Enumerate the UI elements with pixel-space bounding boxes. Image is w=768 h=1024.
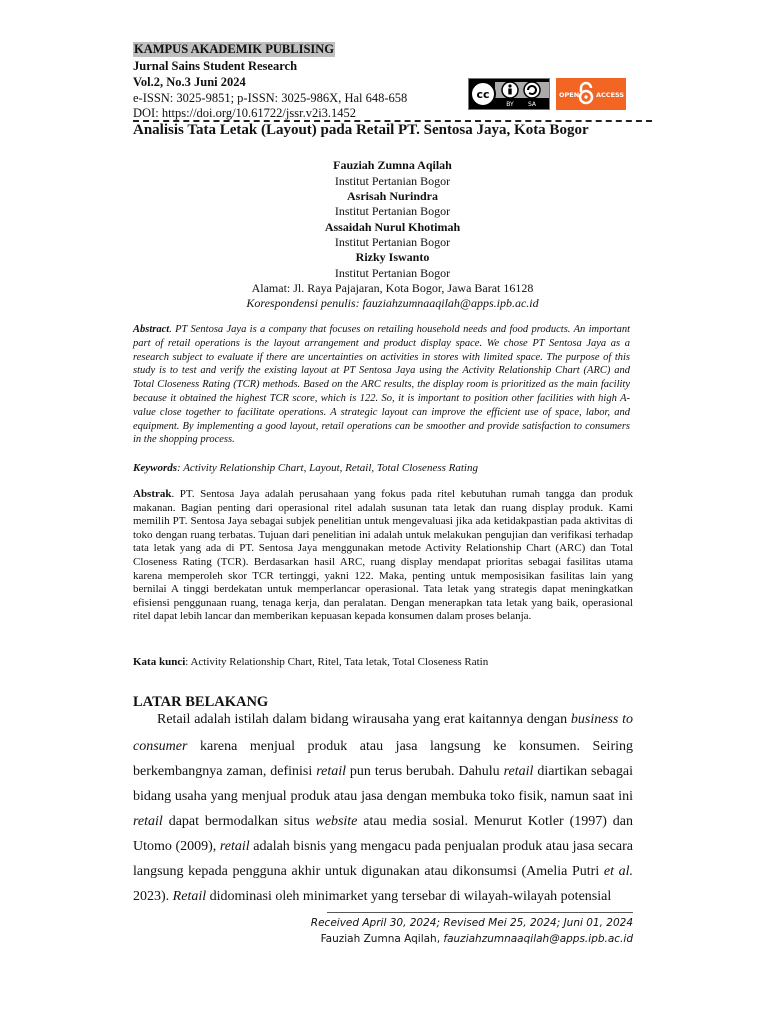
keywords-text: : Activity Relationship Chart, Layout, Retail, Total Closeness Rating	[177, 462, 478, 474]
abstract-indonesian	[133, 488, 633, 624]
paragraph-line: langsung kepada pengguna akhir untuk digunakan atau dikonsumsi (Amelia Putri et al.	[133, 864, 633, 879]
abstract-text: . PT Sentosa Jaya is a company that focuses on retailing household needs and food products. An important part of retail operations is the layout arrangement and product display space. We chose PT Sentosa Jaya as a research subject to evaluate if there are uncertainties on activities in stores with limited space. The purpose of this study is to test and verify the existing layout at PT Sentosa Jaya using the Activity Relationship Chart (ARC) and Total Closeness Rating (TCR) methods. Based on the ARC results, the display room is prioritized as the main facility because it obtained the highest TCR score, which is 122. So, it is important to position other facilities with high A-value close together to facilitate operations. A strategic layout can improve the efficient use of space, labor, and equipment. By implementing a good layout, retail operations can be smoother and provide satisfaction to consumers in the shopping process.	[133, 324, 630, 446]
abstract-label: Abstract	[133, 324, 170, 335]
paper-title: Analisis Tata Letak (Layout) pada Retail PT. Sentosa Jaya, Kota Bogor	[133, 122, 589, 138]
paragraph-line: berkembangnya zaman, definisi retail pun terus berubah. Dahulu retail diartikan sebagai	[133, 764, 633, 779]
received-dates: Received April 30, 2024; Revised Mei 25, 2024; Juni 01, 2024	[310, 917, 633, 929]
italic-term: retail	[133, 814, 163, 829]
kata-kunci	[133, 656, 488, 668]
italic-term: consumer	[133, 739, 188, 754]
paragraph-line: bidang usaha yang menjual produk atau jasa dengan membuka toko fisik, namun saat ini	[133, 789, 633, 804]
italic-term: et al.	[603, 864, 633, 879]
svg-text:OPEN: OPEN	[559, 91, 580, 99]
cc-by-sa-badge[interactable]	[468, 78, 550, 110]
abstract-english	[133, 323, 630, 447]
italic-term: website	[315, 814, 358, 829]
kata-kunci-label: Kata kunci	[133, 656, 186, 668]
paragraph-line: Utomo (2009), retail adalah bisnis yang mengacu pada penjualan produk atau jasa secara	[133, 839, 633, 854]
keywords-label: Keywords	[133, 462, 177, 474]
footer-author-email[interactable]: fauziahzumnaaqilah@apps.ipb.ac.id	[443, 933, 633, 945]
footer-divider	[327, 912, 633, 913]
author-affiliation: Institut Pertanian Bogor	[334, 174, 451, 188]
italic-term: retail	[219, 839, 250, 854]
paragraph-line: Retail adalah istilah dalam bidang wirausaha yang erat kaitannya dengan business to	[157, 712, 633, 727]
author-name: Fauziah Zumna Aqilah	[333, 158, 452, 172]
open-access-badge[interactable]	[556, 78, 626, 110]
creative-commons-icon	[469, 79, 549, 109]
doi-link[interactable]: DOI: https://doi.org/10.61722/jssr.v2i3.1452	[133, 106, 357, 120]
paragraph-line: consumer karena menjual produk atau jasa langsung ke konsumen. Seiring	[133, 739, 633, 754]
svg-text:ACCESS: ACCESS	[596, 91, 625, 99]
footer-author-name: Fauziah Zumna Aqilah,	[320, 933, 444, 945]
abstrak-text: . PT. Sentosa Jaya adalah perusahaan yang fokus pada ritel kebutuhan rumah tangga dan produk makanan. Bagian penting dari operasional ritel adalah susunan tata letak dan ruang display produk. Kami memilih PT. Sentosa Jaya sebagai subjek penelitian untuk mengevaluasi jika ada ketidakpastian pada aktivitas di toko dengan ruang terbatas. Tujuan dari penelitian ini adalah untuk melakukan pengujian dan verifikasi terhadap tata letak yang ada di PT. Sentosa Jaya menggunakan metode Activity Relationship Chart (ARC) dan Total Closeness Rating (TCR). Berdasarkan hasil ARC, ruang display mendapat prioritas sebagai fasilitas utama karena memperoleh skor TCR tertinggi, yakni 122. Maka, penting untuk memposisikan fasilitas lain yang bernilai A tinggi berdekatan untuk memperlancar operasional. Tata letak yang strategis dapat meningkatkan efisiensi penggunaan ruang, tenaga kerja, dan peralatan. Dengan menerapkan tata letak yang baik, operasional ritel dapat lebih lancar dan memberikan kepuasan kepada konsumen dalam proses belanja.	[133, 488, 633, 623]
paragraph-line: retail dapat bermodalkan situs website atau media sosial. Menurut Kotler (1997) dan	[133, 814, 633, 829]
abstrak-label: Abstrak	[133, 488, 172, 500]
publisher-name: KAMPUS AKADEMIK PUBLISING	[134, 42, 335, 56]
kata-kunci-text: : Activity Relationship Chart, Ritel, Tata letak, Total Closeness Ratin	[185, 656, 489, 668]
paragraph-line: 2023). Retail didominasi oleh minimarket yang tersebar di wilayah-wilayah potensial	[133, 889, 612, 904]
keywords	[133, 462, 478, 474]
author-name: Asrisah Nurindra	[346, 189, 438, 203]
author-name: Rizky Iswanto	[355, 250, 430, 264]
svg-text:BY: BY	[506, 101, 514, 108]
italic-term: business to	[570, 712, 633, 727]
author-affiliation: Institut Pertanian Bogor	[334, 266, 451, 280]
journal-volume: Vol.2, No.3 Juni 2024	[133, 75, 246, 89]
journal-name: Jurnal Sains Student Research	[133, 59, 298, 73]
author-affiliation: Institut Pertanian Bogor	[334, 204, 451, 218]
author-affiliation: Institut Pertanian Bogor	[334, 235, 451, 249]
italic-term: retail	[316, 764, 346, 779]
author-address: Alamat: Jl. Raya Pajajaran, Kota Bogor, Jawa Barat 16128	[251, 281, 534, 295]
open-access-icon	[556, 78, 626, 110]
footer-author	[321, 932, 633, 946]
author-name: Assaidah Nurul Khotimah	[324, 220, 461, 234]
svg-text:SA: SA	[527, 101, 537, 108]
section-heading: LATAR BELAKANG	[133, 694, 269, 710]
italic-term: retail	[503, 764, 534, 779]
journal-issn: e-ISSN: 3025-9851; p-ISSN: 3025-986X, Hal 648-658	[133, 91, 408, 105]
svg-text:cc: cc	[476, 88, 490, 101]
italic-term: Retail	[172, 889, 207, 904]
correspondence-email[interactable]: Korespondensi penulis: fauziahzumnaaqilah@apps.ipb.ac.id	[246, 296, 539, 310]
